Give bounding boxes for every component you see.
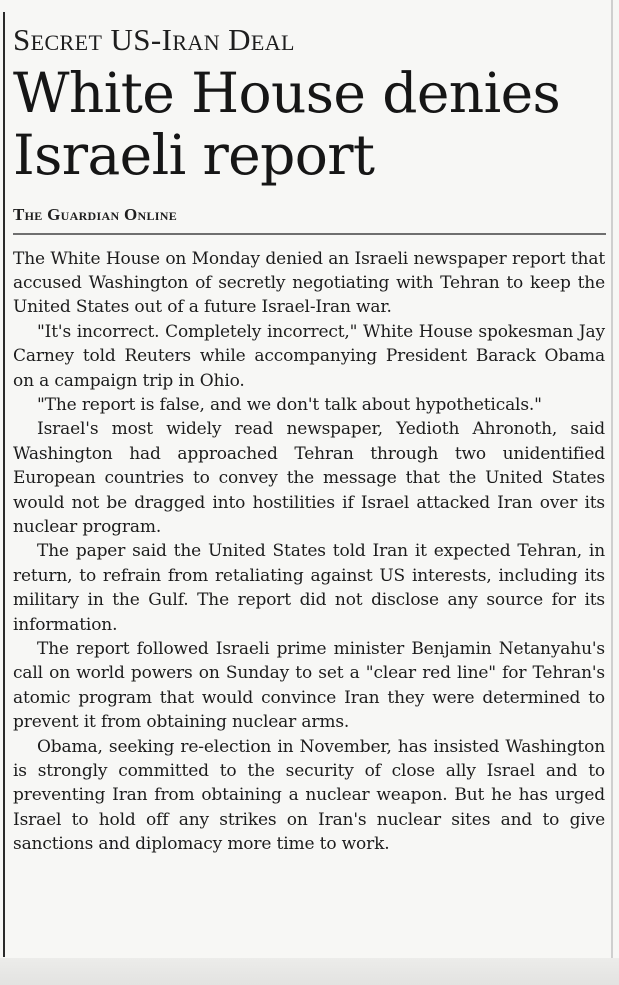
paragraph: The paper said the United States told Iran it expected Tehran, in return, to refrain from retaliating against US interests, including its military in the Gulf. The report did not disclose any source for its information. (13, 541, 605, 635)
byline: The Guardian Online (13, 205, 177, 224)
article-body (13, 247, 605, 857)
headline-line-1: White House denies (13, 61, 561, 125)
headline (13, 62, 605, 186)
page-bottom-edge (0, 958, 619, 985)
right-column-rule (611, 0, 613, 960)
article (13, 22, 605, 857)
paragraph: Obama, seeking re-election in November, has insisted Washington is strongly committed to the security of close ally Israel and to preventing Iran from obtaining a nuclear weapon. But he has urged Israel to hold off any strikes on Iran's nuclear sites and to give sanctions and diplomacy more time to work. (13, 736, 605, 855)
paragraph: The report followed Israeli prime minister Benjamin Netanyahu's call on world powers on Sunday to set a "clear red line" for Tehran's atomic program that would convince Iran they were determined to prevent it from obtaining nuclear arms. (13, 639, 605, 733)
paragraph: Israel's most widely read newspaper, Yedioth Ahronoth, said Washington had approached Tehran through two unidentified European countries to convey the message that the United States would not be dragged into hostilities if Israel attacked Iran over its nuclear program. (13, 419, 605, 537)
headline-line-2: Israeli report (13, 123, 375, 187)
paragraph: "The report is false, and we don't talk about hypotheticals." (37, 394, 542, 415)
paragraph: The White House on Monday denied an Israeli newspaper report that accused Washington of secretly negotiating with Tehran to keep the United States out of a future Israel-Iran war. (13, 248, 605, 318)
paragraph: "It's incorrect. Completely incorrect," White House spokesman Jay Carney told Reuters while accompanying President Barack Obama on a campaign trip in Ohio. (13, 321, 605, 391)
kicker: Secret US-Iran Deal (13, 22, 295, 57)
byline-divider (13, 233, 606, 235)
left-column-rule (3, 12, 5, 957)
